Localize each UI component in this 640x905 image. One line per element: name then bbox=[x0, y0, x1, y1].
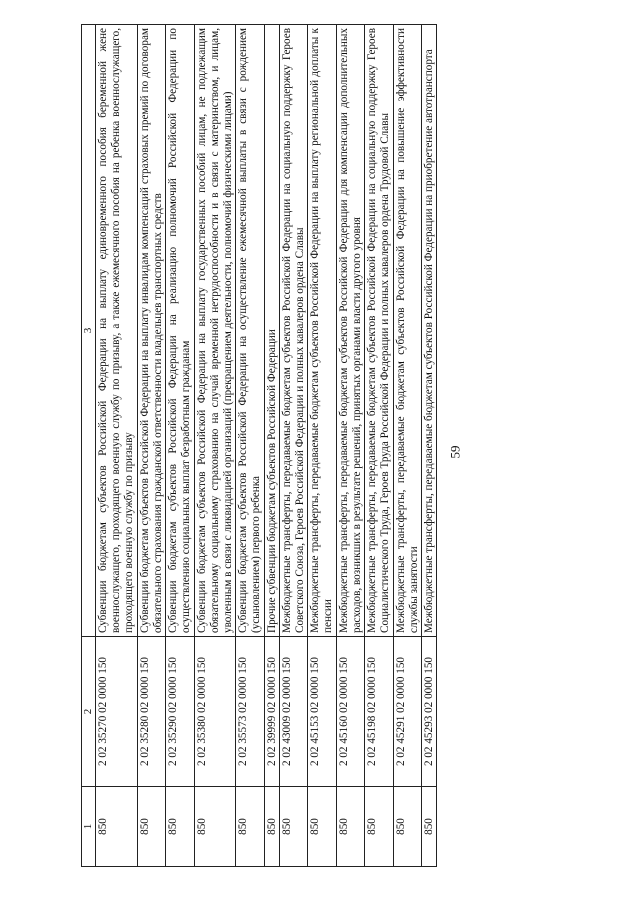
description-cell: Субвенции бюджетам субъектов Российской Федерации на выплату государственных пособий лицам, не подлежащим обязательному социальному страхованию на случай временной нетрудоспособности и в связи с материнством, и лицам, уволенным в связи с ликвидацией организаций (прекращением деятельности, полномочий физическими лицами) bbox=[194, 25, 236, 637]
column-header-2: 2 bbox=[82, 637, 96, 787]
table-row bbox=[393, 25, 421, 867]
table-row bbox=[236, 25, 264, 867]
description-cell: Межбюджетные трансферты, передаваемые бюджетам субъектов Российской Федерации на повышение эффективности службы занятости bbox=[393, 25, 421, 637]
admin-code-cell: 850 bbox=[166, 787, 194, 867]
page-number: 59 bbox=[447, 445, 463, 459]
budget-code-cell: 2 02 45293 02 0000 150 bbox=[422, 637, 437, 787]
description-cell: Субвенции бюджетам субъектов Российской Федерации на выплату единовременного пособия беременной жене военнослужащего, проходящего военную службу по призыву, а также ежемесячного пособия на ребенка военнослужащего, проходящего военную службу по призыву bbox=[95, 25, 137, 637]
admin-code-cell: 850 bbox=[137, 787, 165, 867]
table-row bbox=[264, 25, 279, 867]
admin-code-cell: 850 bbox=[236, 787, 264, 867]
revenue-codes-table bbox=[81, 24, 437, 867]
table-row bbox=[336, 25, 364, 867]
table-row bbox=[365, 25, 393, 867]
column-header-1: 1 bbox=[82, 787, 96, 867]
table-header-row bbox=[82, 25, 96, 867]
rotated-table-container bbox=[81, 25, 543, 867]
budget-code-cell: 2 02 35290 02 0000 150 bbox=[166, 637, 194, 787]
table-row bbox=[194, 25, 236, 867]
admin-code-cell: 850 bbox=[279, 787, 307, 867]
description-cell: Межбюджетные трансферты, передаваемые бюджетам субъектов Российской Федерации на социальную поддержку Героев Советского Союза, Героев Российской Федерации и полных кавалеров ордена Славы bbox=[279, 25, 307, 637]
budget-code-cell: 2 02 35280 02 0000 150 bbox=[137, 637, 165, 787]
description-cell: Межбюджетные трансферты, передаваемые бюджетам субъектов Российской Федерации на выплату региональной доплаты к пенсии bbox=[308, 25, 336, 637]
description-cell: Субвенции бюджетам субъектов Российской Федерации на реализацию полномочий Российской Федерации по осуществлению социальных выплат безработным гражданам bbox=[166, 25, 194, 637]
table-row bbox=[95, 25, 137, 867]
admin-code-cell: 850 bbox=[365, 787, 393, 867]
admin-code-cell: 850 bbox=[264, 787, 279, 867]
table-row bbox=[166, 25, 194, 867]
admin-code-cell: 850 bbox=[95, 787, 137, 867]
budget-code-cell: 2 02 45291 02 0000 150 bbox=[393, 637, 421, 787]
description-cell: Межбюджетные трансферты, передаваемые бюджетам субъектов Российской Федерации для компенсации дополнительных расходов, возникших в результате решений, принятых органами власти другого уровня bbox=[336, 25, 364, 637]
budget-code-cell: 2 02 45198 02 0000 150 bbox=[365, 637, 393, 787]
admin-code-cell: 850 bbox=[422, 787, 437, 867]
budget-code-cell: 2 02 43009 02 0000 150 bbox=[279, 637, 307, 787]
column-header-3: 3 bbox=[82, 25, 96, 637]
description-cell: Межбюджетные трансферты, передаваемые бюджетам субъектов Российской Федерации на социальную поддержку Героев Социалистического Труда, Героев Труда Российской Федерации и полных кавалеров ордена Трудовой Славы bbox=[365, 25, 393, 637]
table-row bbox=[137, 25, 165, 867]
admin-code-cell: 850 bbox=[194, 787, 236, 867]
budget-code-cell: 2 02 35380 02 0000 150 bbox=[194, 637, 236, 787]
budget-code-cell: 2 02 35270 02 0000 150 bbox=[95, 637, 137, 787]
description-cell: Прочие субвенции бюджетам субъектов Российской Федерации bbox=[264, 25, 279, 637]
table-row bbox=[308, 25, 336, 867]
description-cell: Субвенции бюджетам субъектов Российской Федерации на выплату инвалидам компенсаций страховых премий по договорам обязательного страхования гражданской ответственности владельцев транспортных средств bbox=[137, 25, 165, 637]
admin-code-cell: 850 bbox=[393, 787, 421, 867]
description-cell: Субвенции бюджетам субъектов Российской Федерации на осуществление ежемесячной выплаты в связи с рождением (усыновлением) первого ребенка bbox=[236, 25, 264, 637]
admin-code-cell: 850 bbox=[308, 787, 336, 867]
table-row bbox=[279, 25, 307, 867]
table-row bbox=[422, 25, 437, 867]
admin-code-cell: 850 bbox=[336, 787, 364, 867]
budget-code-cell: 2 02 45153 02 0000 150 bbox=[308, 637, 336, 787]
description-cell: Межбюджетные трансферты, передаваемые бюджетам субъектов Российской Федерации на приобретение автотранспорта bbox=[422, 25, 437, 637]
table-body bbox=[95, 25, 436, 867]
budget-code-cell: 2 02 35573 02 0000 150 bbox=[236, 637, 264, 787]
budget-code-cell: 2 02 45160 02 0000 150 bbox=[336, 637, 364, 787]
budget-code-cell: 2 02 39999 02 0000 150 bbox=[264, 637, 279, 787]
